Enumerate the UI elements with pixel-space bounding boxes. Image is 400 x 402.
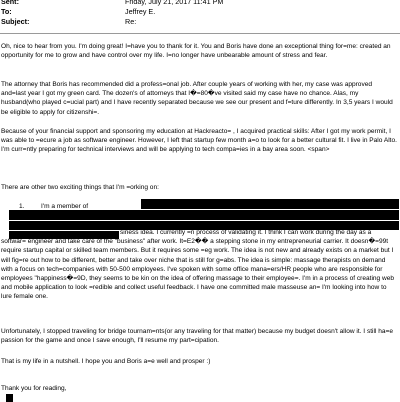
redaction-bar (9, 210, 399, 220)
subject-value: Re: (125, 17, 137, 26)
paragraph-5: Unfortunately, I stopped traveling for bridge tournam=nts(or any traveling for that matter) because my budget doesn't allow it. I still ha=e passion for the game and once I save enough, I'll resume my part=cipation. (1, 328, 393, 345)
sent-value: Friday, July 21, 2017 11:41 PM (125, 0, 224, 6)
list-item-number: 1. (19, 203, 25, 210)
list-item-1-text: siness idea. I currently =n process of validating it. I think I can work during the day as a softwar= engineer and take care of the "business" after work. It=E2�� a stepping stone in my entrepreneurial carrier. It doesn�=99t require startup capital or skilled team members. But it requires some =eg work. The idea is not new and already exists on a market but I will fig=re out how to be different, better and take over niche that is still for g=abs. The idea is simple: massage therapists on demand with a focus on tech=companies with 50-500 employees. I've spoken with some office mana=ers/HR people who are responsible for employees "happiness�=9D, they seems to be kin on the idea of offering massage to their employee=. I'm in a process of creating web and mobile application to look =redible and collect useful feedback. I have one committed male masseuse an= I'm looking into how to lure female one. (1, 229, 395, 301)
to-label: To: (1, 7, 12, 16)
paragraph-2: The attorney that Boris has recommended did a profess=onal job. After couple years of working with her, my case was approved and=last year I got my green card. The dozen's of attorneys that I�=80�ve visited said my case have no chance. Alas, my husband(who played c=ucial part) and I have recently separated because we see our present and f=ture differently. In 3,5 years I would be eligible to apply for citizenshi=. (1, 81, 393, 116)
to-value: Jeffrey E. (125, 7, 156, 16)
redaction-bar (141, 199, 399, 209)
redaction-bar (6, 394, 13, 402)
subject-label: Subject: (1, 17, 30, 26)
closing-line: Thank you for reading, (1, 385, 67, 392)
header-divider (0, 33, 400, 34)
sent-label: Sent: (1, 0, 19, 6)
paragraph-4: There are other two exciting things that I'm =orking on: (1, 184, 159, 191)
paragraph-6: That is my life in a nutshell. I hope you and Boris a=e well and prosper :) (1, 358, 211, 365)
paragraph-3: Because of your financial support and sponsoring my education at Hackreacto= , I acquired practical skills: After I got my work permit, I was able to =ecure a job as software engineer. However, I left that startup few month a=o to look for a better cultural fit. I live in Palo Alto. I'm curr=ntly preparing for technical interviews and will be applying to tech compa=ies in a bay area soon. <span> (1, 128, 397, 154)
paragraph-1: Oh, nice to hear from you. I'm doing great! I=have you to thank for it. You and Boris have done an exceptional thing for=me: created an opportunity for me to grow and have control over my life. I=no longer have unbearable amount of stress and fear. (1, 43, 391, 60)
list-item-start: I'm a member of (41, 203, 89, 210)
